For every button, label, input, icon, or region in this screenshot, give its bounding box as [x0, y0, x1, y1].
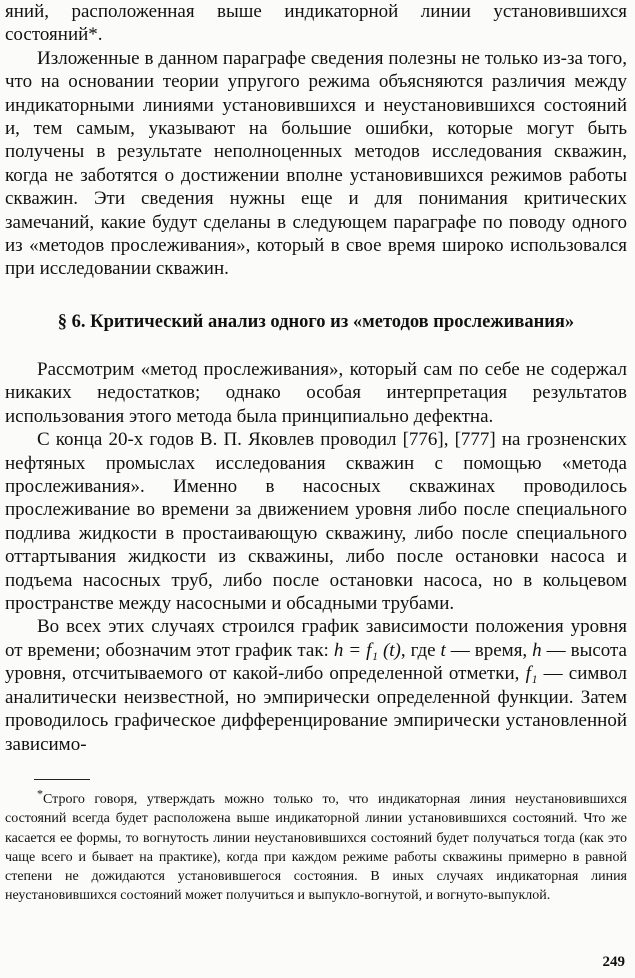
- section-heading: § 6. Критический анализ одного из «методов прослеживания»: [57, 312, 575, 332]
- paragraph-continuation: яний, расположенная выше индикаторной линии установившихся состояний*.: [5, 1, 627, 46]
- paragraph: Рассмотрим «метод прослеживания», который сам по себе не содержал никаких недостатков; однако особая интерпретация результатов использования этого метода была принципиально дефектна.: [5, 359, 627, 427]
- variable-t: t: [440, 639, 446, 661]
- paragraph: С конца 20-х годов В. П. Яковлев проводил [776], [777] на грозненских нефтяных промыслах исследования скважин с помощью «метода прослеживания». Именно в насосных скважинах проводилось прослеживание во времени за движением уровня либо после специального подлива жидкости в простаивающую скважину, либо после специального оттартывания жидкости из скважины, либо после остановки насоса и подъема насосных труб, либо после остановки насоса, но в кольцевом пространстве между насосными и обсадными трубами.: [5, 429, 627, 615]
- text-block-section: [5, 358, 627, 756]
- paragraph-text: Во всех этих случаях строился график зависимости положения уровня от времени; обозначим этот график так:: [5, 616, 627, 661]
- paragraph: Изложенные в данном параграфе сведения полезны не только из-за того, что на основании теории упругого режима объясняются различия между индикаторными линиями установившихся и неустановившихся состояний и, тем самым, указывают на большие ошибки, которые могут быть получены в результате неполноценных методов исследования скважин, когда не заботятся о достижении вполне установившихся режимов работы скважин. Эти сведения нужны еще и для понимания критических замечаний, какие будут сделаны в следующем параграфе по поводу одного из «методов прослеживания», который в свое время широко использовался при исследовании скважин.: [5, 47, 627, 280]
- footnote-mark: *: [37, 786, 43, 801]
- footnote-text: Строго говоря, утверждать можно только то, что индикаторная линия неустановившихся состояний всегда будет расположена выше индикаторной линии установившихся состояний. Что же касается ее формы, то вогнутость линии неустановившихся состояний будет получаться тогда (как это чаще всего и бывает на практике), когда при каждом режиме работы скважины примерно в равной степени не дожидаются установившегося состояния. В иных случаях индикаторная линия неустановившихся состояний может получиться и выпукло-вогнутой, и вогнуто-выпуклой.: [5, 792, 627, 904]
- variable-f: f₁: [525, 663, 538, 685]
- footnote: [5, 786, 627, 906]
- page-number: 249: [602, 954, 625, 970]
- text-block-top: [5, 0, 627, 281]
- paragraph-text: , где: [400, 639, 441, 661]
- paragraph-text: — высота уровня, отсчитываемого от какой-либо определенной отметки,: [5, 639, 627, 685]
- formula: h = f₁ (t): [333, 639, 401, 661]
- variable-h: h: [532, 639, 542, 661]
- paragraph-text: — время,: [445, 639, 533, 661]
- paragraph-text: — символ аналитически неизвестной, но эмпирически определенной функции. Затем проводилось графическое дифференцирование эмпирически установленной зависимо-: [5, 663, 627, 755]
- footnote-divider: [34, 779, 90, 780]
- paragraph-with-formula: [5, 615, 627, 755]
